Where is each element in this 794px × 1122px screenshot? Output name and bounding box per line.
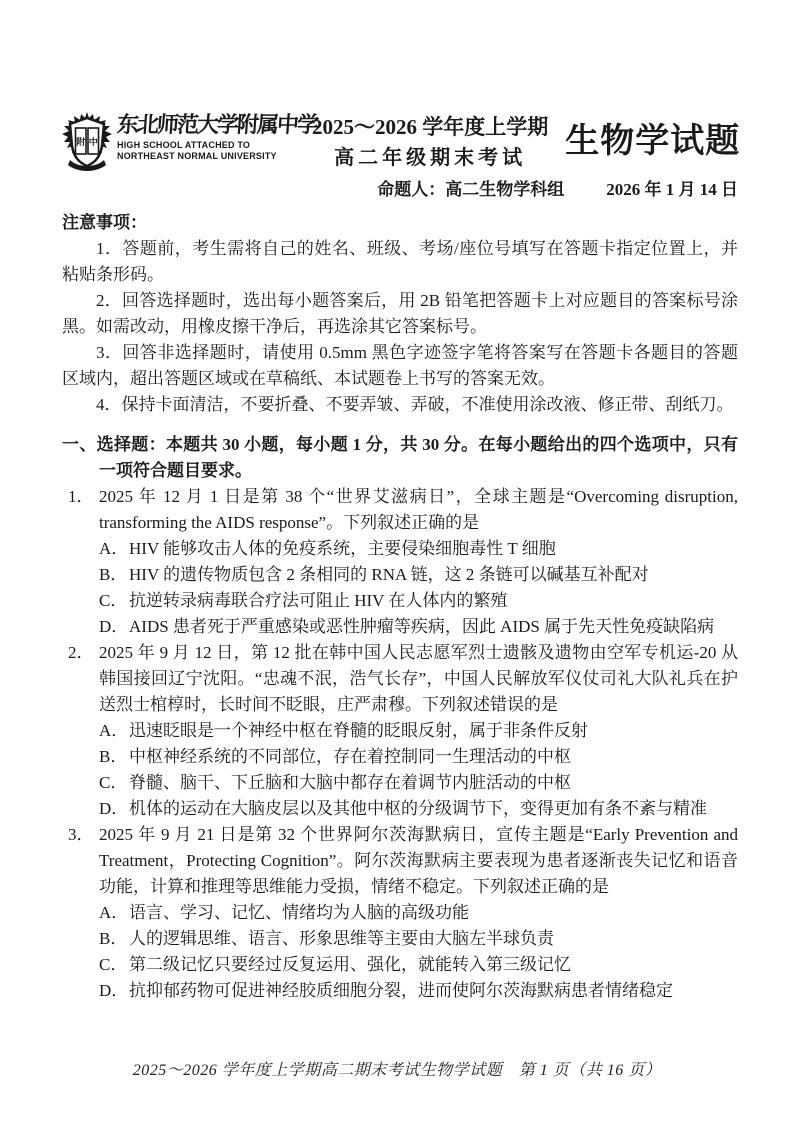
question-stem	[62, 822, 738, 900]
notice-item-2: 2．回答选择题时，选出每小题答案后，用 2B 铅笔把答题卡上对应题目的答案标号涂黑。如需改动，用橡皮擦干净后，再选涂其它答案标号。	[62, 291, 738, 336]
option-label: B．	[99, 747, 128, 766]
option-label: A．	[99, 539, 129, 558]
option-label: D．	[99, 799, 129, 818]
question-1-option-d	[62, 614, 738, 640]
school-name-chinese: 东北师范大学附属中学	[116, 112, 318, 137]
question-1	[62, 484, 738, 640]
question-3-option-a	[62, 900, 738, 926]
notice-title: 注意事项：	[62, 213, 147, 232]
question-3-option-b	[62, 926, 738, 952]
question-stem	[62, 640, 738, 718]
option-text: HIV 的遗传物质包含 2 条相同的 RNA 链，这 2 条链可以碱基互补配对	[129, 565, 649, 584]
question-3	[62, 822, 738, 1004]
option-text: 中枢神经系统的不同部位，存在着控制同一生理活动的中枢	[129, 747, 571, 766]
option-text: 语言、学习、记忆、情绪均为人脑的高级功能	[129, 903, 469, 922]
choice-section	[62, 432, 738, 1004]
school-logo-block	[62, 110, 318, 174]
question-3-option-d	[62, 978, 738, 1004]
question-1-option-c	[62, 588, 738, 614]
question-2-option-d	[62, 796, 738, 822]
exam-header	[62, 110, 741, 174]
option-label: A．	[99, 903, 129, 922]
question-number: 3．	[68, 825, 94, 844]
page-footer: 2025～2026 学年度上学期高二期末考试生物学试题 第 1 页（共 16 页）	[132, 1062, 662, 1079]
notice-item-3: 3．回答非选择题时，请使用 0.5mm 黑色字迹签字笔将答案写在答题卡各题目的答题区域内，超出答题区域或在草稿纸、本试题卷上书写的答案无效。	[62, 343, 738, 388]
school-name-english-line1: HIGH SCHOOL ATTACHED TO	[117, 140, 251, 150]
option-label: D．	[99, 617, 129, 636]
choice-section-heading: 一、选择题：本题共 30 小题，每小题 1 分，共 30 分。在每小题给出的四个选项中，只有一项符合题目要求。	[62, 435, 738, 480]
question-stem-text: 2025 年 9 月 12 日，第 12 批在韩中国人民志愿军烈士遗骸及遗物由空军专机运-20 从韩国接回辽宁沈阳。“忠魂不泯，浩气长存”，中国人民解放军仪仗司礼大队礼兵在护送烈士棺椁时，长时间不眨眼，庄严肃穆。下列叙述错误的是	[99, 643, 738, 714]
option-label: A．	[99, 721, 129, 740]
exam-setter: 命题人：高二生物学科组	[377, 180, 565, 199]
question-1-option-b	[62, 562, 738, 588]
page-content	[62, 110, 741, 1004]
option-text: 机体的运动在大脑皮层以及其他中枢的分级调节下，变得更加有条不紊与精准	[129, 799, 707, 818]
option-text: 脊髓、脑干、下丘脑和大脑中都存在着调节内脏活动的中枢	[129, 773, 571, 792]
question-3-option-c	[62, 952, 738, 978]
question-1-option-a	[62, 536, 738, 562]
school-name-english-line2: NORTHEAST NORMAL UNIVERSITY	[117, 151, 277, 161]
option-text: 迅速眨眼是一个神经中枢在脊髓的眨眼反射，属于非条件反射	[129, 721, 588, 740]
option-label: C．	[99, 773, 128, 792]
question-2	[62, 640, 738, 822]
option-label: C．	[99, 591, 128, 610]
option-text: 抗逆转录病毒联合疗法可阻止 HIV 在人体内的繁殖	[129, 591, 508, 610]
exam-term-title	[312, 110, 548, 174]
option-text: 抗抑郁药物可促进神经胶质细胞分裂，进而使阿尔茨海默病患者情绪稳定	[129, 981, 673, 1000]
emblem-char-1: 附	[76, 137, 86, 147]
question-stem-text: 2025 年 9 月 21 日是第 32 个世界阿尔茨海默病日，宣传主题是“Early Prevention and Treatment，Protecting Cognition”。阿尔茨海默病主要表现为患者逐渐丧失记忆和语音功能，计算和推理等思维能力受损，情绪不稳定。下列叙述正确的是	[99, 825, 738, 896]
option-label: C．	[99, 955, 128, 974]
school-name-block	[117, 110, 317, 162]
question-stem-text: 2025 年 12 月 1 日是第 38 个“世界艾滋病日”，全球主题是“Overcoming disruption, transforming the AIDS response”。下列叙述正确的是	[99, 487, 738, 532]
question-number: 2．	[68, 643, 94, 662]
option-label: B．	[99, 565, 128, 584]
notice-section	[62, 210, 738, 418]
option-text: HIV 能够攻击人体的免疫系统，主要侵染细胞毒性 T 细胞	[129, 539, 556, 558]
question-2-option-b	[62, 744, 738, 770]
question-2-option-c	[62, 770, 738, 796]
question-stem	[62, 484, 738, 536]
notice-item-4: 4．保持卡面清洁，不要折叠、不要弄皱、弄破，不准使用涂改液、修正带、刮纸刀。	[96, 395, 734, 414]
notice-item-1: 1．答题前，考生需将自己的姓名、班级、考场/座位号填写在答题卡指定位置上，并粘贴条形码。	[62, 239, 738, 284]
exam-meta-line	[62, 178, 738, 202]
option-text: 第二级记忆只要经过反复运用、强化，就能转入第三级记忆	[129, 955, 571, 974]
question-2-option-a	[62, 718, 738, 744]
exam-term-line2: 高二年级期末考试	[334, 147, 527, 169]
option-text: 人的逻辑思维、语言、形象思维等主要由大脑左半球负责	[129, 929, 554, 948]
option-label: D．	[99, 981, 129, 1000]
question-number: 1．	[68, 487, 94, 506]
exam-date: 2026 年 1 月 14 日	[606, 180, 738, 199]
subject-title: 生物学试题	[565, 122, 741, 160]
school-emblem-icon	[62, 112, 112, 174]
emblem-char-2: 中	[88, 137, 98, 147]
option-label: B．	[99, 929, 128, 948]
exam-term-line1: 2025～2026 学年度上学期	[312, 115, 549, 139]
option-text: AIDS 患者死于严重感染或恶性肿瘤等疾病，因此 AIDS 属于先天性免疫缺陷病	[129, 617, 715, 636]
